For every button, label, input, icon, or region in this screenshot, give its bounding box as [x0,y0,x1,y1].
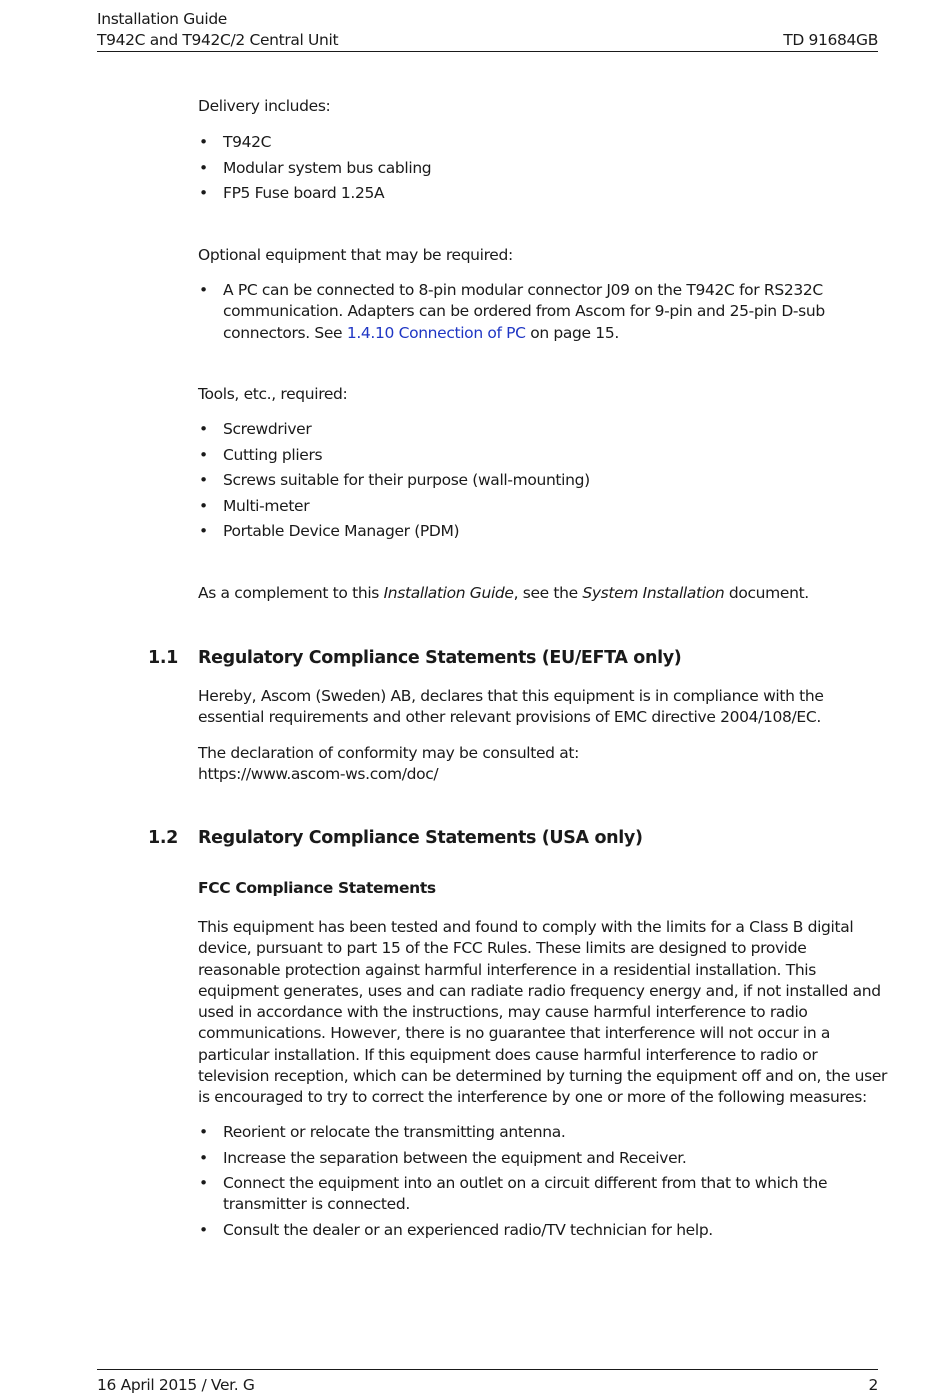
list-item: • Screws suitable for their purpose (wall-mounting) [198,470,878,491]
eu-compliance-paragraph: Hereby, Ascom (Sweden) AB, declares that this equipment is in compliance with the essential requirements and other relevant provisions of EMC directive 2004/108/EC. [198,687,824,727]
optional-text-2: on page 15. [525,323,619,342]
list-item: • Reorient or relocate the transmitting antenna. [198,1122,878,1143]
list-item: • Multi-meter [198,496,878,517]
conformity-paragraph [198,743,878,786]
fcc-subheading: FCC Compliance Statements [198,879,436,897]
fcc-measures-list [198,1122,878,1241]
list-item [198,280,878,344]
list-item: • Screwdriver [198,419,878,440]
footer-date: 16 April 2015 / Ver. G [97,1376,255,1394]
connection-of-pc-link[interactable]: 1.4.10 Connection of PC [346,323,526,342]
optional-list [198,280,878,344]
complement-note [198,583,878,604]
section-title: Regulatory Compliance Statements (USA only) [198,828,643,848]
fcc-paragraph: This equipment has been tested and found to comply with the limits for a Class B digital device, pursuant to part 15 of the FCC Rules. These limits are designed to provide reasonable protection against harmful interference in a residential installation. This equipment generates, uses and can radiate radio frequency energy and, if not installed and used in accordance with the instructions, may cause harmful interference to radio communications. However, there is no guarantee that interference will not occur in a particular installation. If this equipment does cause harmful interference to radio or television reception, which can be determined by turning the equipment off and on, the user is encouraged to try to correct the interference by one or more of the following measures: [198,918,888,1107]
page-footer [97,1369,878,1394]
list-item: • Modular system bus cabling [198,158,878,179]
delivery-intro: Delivery includes: [198,97,331,115]
list-item: • T942C [198,132,878,153]
list-item: • Consult the dealer or an experienced radio/TV technician for help. [198,1220,878,1241]
list-item: • Connect the equipment into an outlet on a circuit different from that to which the transmitter is connected. [198,1173,878,1216]
section-heading-1-1 [148,647,681,669]
conformity-text: The declaration of conformity may be consulted at: [198,744,579,762]
delivery-list [198,132,878,204]
installation-guide-ref: Installation Guide [383,584,514,602]
list-item: • FP5 Fuse board 1.25A [198,183,878,204]
list-item: • Increase the separation between the equipment and Receiver. [198,1148,878,1169]
page-header [97,9,878,52]
section-title: Regulatory Compliance Statements (EU/EFTA only) [198,648,682,668]
tools-list [198,419,878,543]
list-item: • Portable Device Manager (PDM) [198,521,878,542]
complement-text: As a complement to this [198,584,384,602]
section-heading-1-2 [148,827,643,849]
page-number: 2 [868,1376,878,1394]
list-item: • Cutting pliers [198,445,878,466]
header-title: Installation Guide [97,10,227,28]
system-installation-ref: System Installation [582,584,725,602]
header-doc-id: TD 91684GB [783,31,878,49]
conformity-url: https://www.ascom-ws.com/doc/ [198,765,439,784]
section-number: 1.1 [148,648,178,668]
tools-intro: Tools, etc., required: [198,385,348,403]
optional-text-1: A PC can be connected to 8-pin modular connector J09 on the T942C for RS232C communication. Adapters can be ordered from Ascom for 9-pin and 25-pin D-sub connectors. See [223,281,825,342]
section-number: 1.2 [148,828,178,848]
complement-text: document. [724,584,809,602]
optional-intro: Optional equipment that may be required: [198,246,513,264]
header-subtitle: T942C and T942C/2 Central Unit [97,31,339,49]
complement-text: , see the [513,584,583,602]
